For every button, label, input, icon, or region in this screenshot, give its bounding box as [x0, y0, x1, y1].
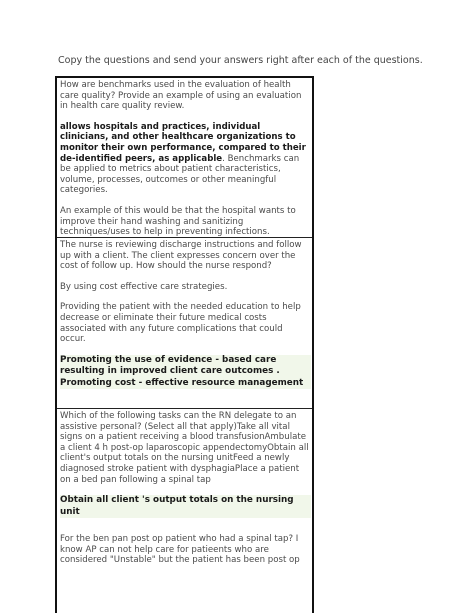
answer-1-bold: allows hospitals and practices, individual clinicians, and other healthcare organizations to monitor their own performance, compared to their de-identified peers, as applicable: [60, 121, 306, 164]
answer-1-text: [60, 122, 309, 196]
answer-1-example: An example of this would be that the hospital wants to improve their hand washing and sanitizing techniques/uses to help in preventing infections.: [60, 205, 296, 238]
answer-2-line1: By using cost effective care strategies.: [60, 281, 228, 292]
question-2-text: The nurse is reviewing discharge instructions and follow up with a client. The client expresses concern over the cost of follow up. How should the nurse respond?: [60, 240, 302, 272]
question-cell-2: [57, 238, 312, 409]
answer-3-note: For the ben pan post op patient who had a spinal tap? I know AP can not help care for patieents who are considered "Unstable" but the patient has been post op: [60, 533, 300, 566]
answer-2-highlight: Promoting the use of evidence - based care resulting in improved client care outcomes . Promoting cost - effective resource management: [60, 355, 311, 389]
answer-3-highlight: Obtain all client 's output totals on the nursing unit: [60, 495, 311, 518]
answer-1-rest: . Benchmarks can be applied to metrics about patient characteristics, volume, processes, outcomes or other meaningful categories.: [60, 153, 300, 196]
question-cell-3: [57, 409, 312, 613]
instruction-text: Copy the questions and send your answers right after each of the questions.: [58, 55, 423, 66]
answer-2-line2: Providing the patient with the needed education to help decrease or eliminate their future medical costs associated with any future complications that could occur.: [60, 302, 301, 345]
question-3-text: Which of the following tasks can the RN delegate to an assistive personal? (Select all that apply)Take all vital signs on a patient receiving a blood transfusionAmbulate a client 4 h post-op laparoscopic appendectomyObtain all client's output totals on the nursing unitFeed a newly diagnosed stroke patient with dysphagiaPlace a patient on a bed pan following a spinal tap: [60, 411, 309, 485]
question-1-text: How are benchmarks used in the evaluation of health care quality? Provide an example of using an evaluation in health care quality review.: [60, 80, 302, 112]
questions-table: [55, 76, 314, 613]
question-cell-1: [57, 78, 312, 238]
